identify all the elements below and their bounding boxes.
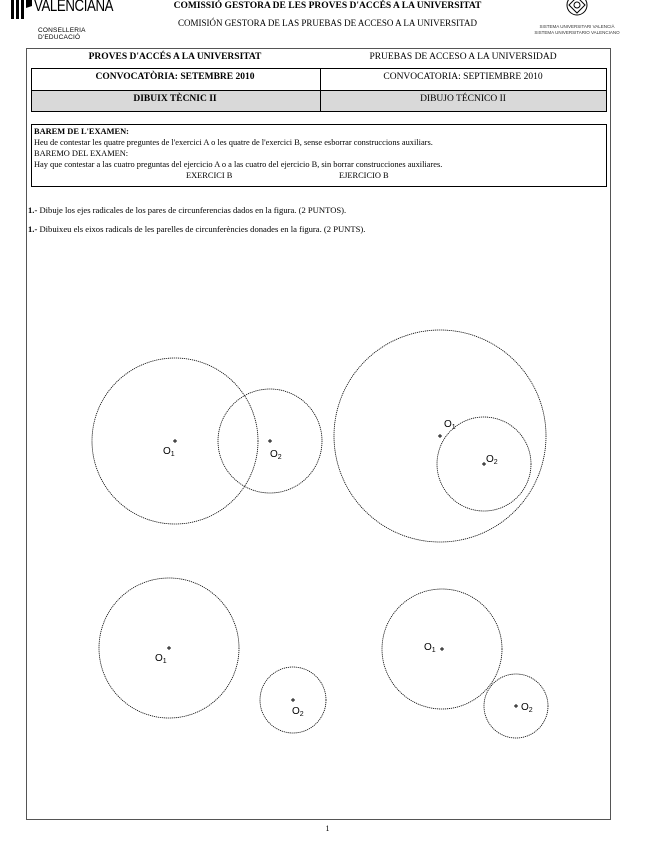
- call-valencian: CONVOCATÒRIA: SETEMBRE 2010: [95, 72, 255, 82]
- label-pair1-o1: $O_1$: [163, 446, 175, 458]
- exercise-label-valencian: EXERCICI B: [186, 171, 233, 180]
- university-line-2: SISTEMA UNIVERSITARIO VALENCIANO: [534, 30, 620, 35]
- label-pair2-o1: $O_1$: [444, 419, 456, 431]
- label-pair1-o2: $O_2$: [270, 449, 282, 461]
- exercise-label-spanish: EJERCICIO B: [339, 171, 389, 180]
- scale-text-spanish: Hay que contestar a las cuatro preguntas del ejercicio A o a las cuatro del ejercicio B, sin borrar construcciones auxiliares.: [34, 160, 443, 169]
- exam-title-valencian: PROVES D'ACCÉS A LA UNIVERSITAT: [88, 52, 262, 62]
- generalitat-name: VALENCIANA: [34, 0, 114, 15]
- question-number: 1.-: [28, 205, 38, 215]
- label-pair4-o1: $O_1$: [424, 642, 436, 654]
- scale-heading-spanish: BAREMO DEL EXAMEN:: [34, 149, 129, 158]
- scale-text-valencian: Heu de contestar les quatre preguntes de l'exercici A o les quatre de l'exercici B, sense esborrar construccions auxiliars.: [34, 138, 433, 147]
- exam-title-spanish: PRUEBAS DE ACCESO A LA UNIVERSIDAD: [369, 52, 557, 62]
- label-pair2-o2: $O_2$: [486, 454, 498, 466]
- university-line-1: SISTEMA UNIVERSITARI VALENCIÀ: [539, 24, 615, 29]
- label-pair3-o2: $O_2$: [292, 706, 304, 718]
- subject-valencian: DIBUIX TÈCNIC II: [133, 94, 217, 104]
- subject-spanish: DIBUJO TÉCNICO II: [420, 94, 506, 104]
- page-number: 1: [325, 824, 330, 833]
- generalitat-department: CONSELLERIA D'EDUCACIÓ: [38, 27, 86, 41]
- question-text-valencian: Dibuixeu els eixos radicals de les parelles de circunferències donades en la figura. (2 PUNTS).: [37, 224, 366, 234]
- question-text-spanish: Dibuje los ejes radicales de los pares de circunferencias dados en la figura. (2 PUNTOS).: [37, 205, 347, 215]
- commission-title-valencian: COMISSIÓ GESTORA DE LES PROVES D'ACCÉS A LA UNIVERSITAT: [173, 1, 482, 11]
- label-pair3-o1: $O_1$: [155, 653, 167, 665]
- question-number-2: 1.-: [28, 224, 38, 234]
- label-pair4-o2: $O_2$: [521, 702, 533, 714]
- commission-title-spanish: COMISIÓN GESTORA DE LAS PRUEBAS DE ACCESO A LA UNIVERSITAD: [178, 18, 477, 28]
- scale-heading-valencian: BAREM DE L'EXAMEN:: [34, 127, 129, 136]
- call-spanish: CONVOCATORIA: SEPTIEMBRE 2010: [383, 72, 543, 82]
